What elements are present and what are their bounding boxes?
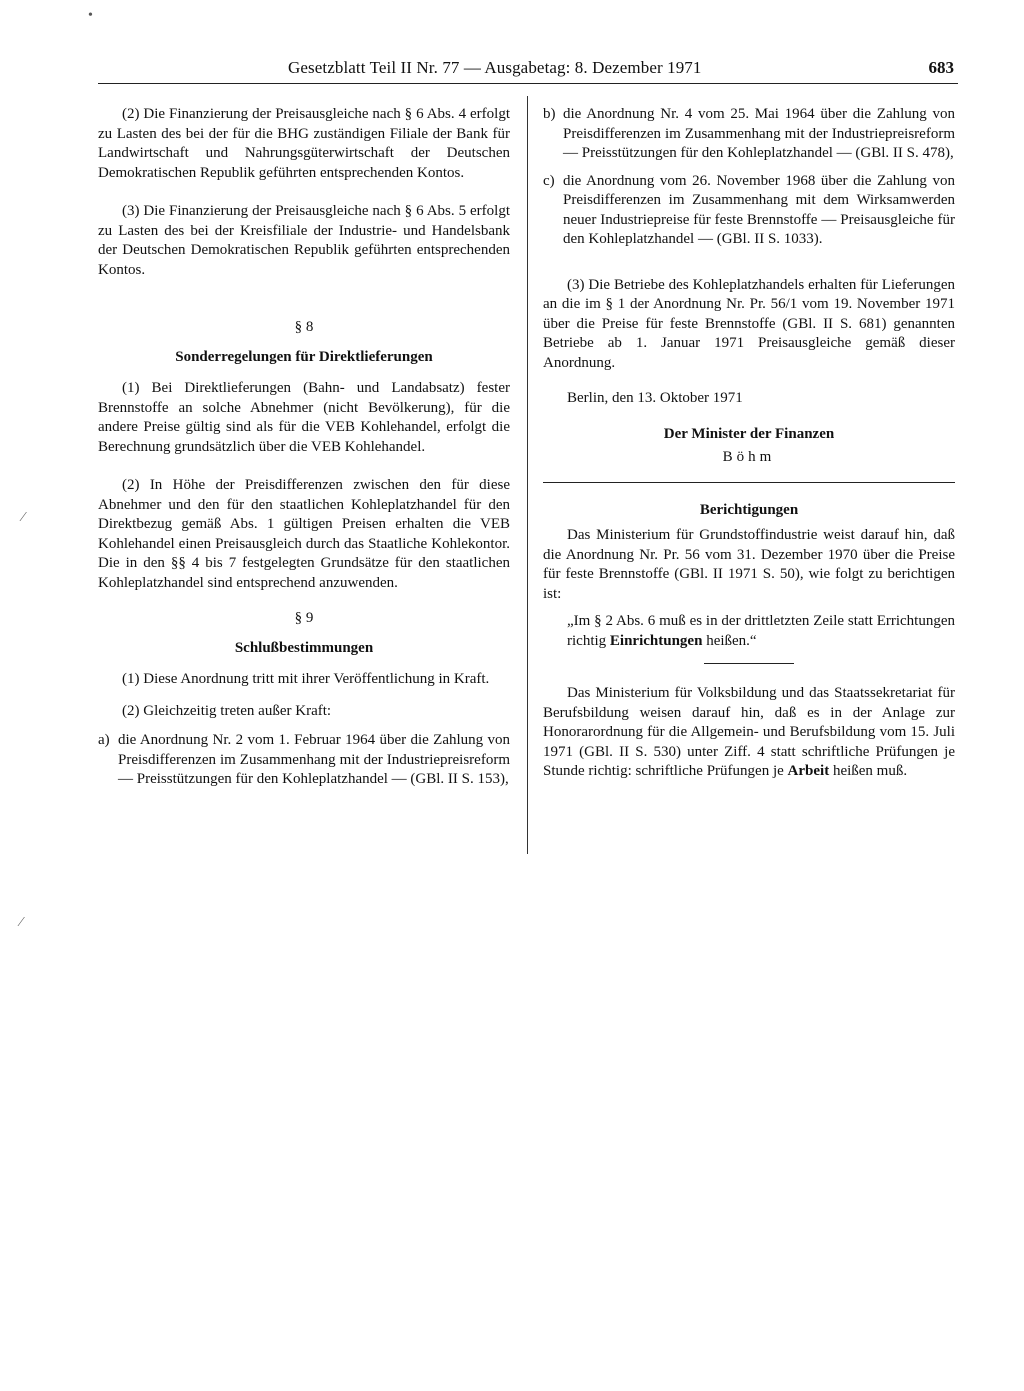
correction-2 — [543, 684, 955, 782]
header-title: Gesetzblatt Teil II Nr. 77 — Ausgabetag: 8. Dezember 1971 — [288, 58, 702, 77]
list-item-a — [98, 731, 510, 790]
list-item-a-label: a) — [98, 732, 110, 748]
left-column — [98, 105, 510, 790]
section-9-heading: Schlußbestimmungen — [234, 639, 374, 656]
correction-2-text: Das Ministerium für Volksbildung und das Staatssekretariat für Berufsbildung weisen darauf hin, daß es in der Anlage zur Honorarordnung für die Allgemein- und Berufsbildung vom 15. Juli 1971 (GBl. II S. 530) unter Ziff. 4 statt schriftliche Prüfungen je Stunde richtig: schriftliche Prüfungen je — [543, 685, 955, 779]
minister-name: Böhm — [722, 449, 776, 465]
paragraph-9-1: (1) Diese Anordnung tritt mit ihrer Veröffentlichung in Kraft. — [122, 671, 490, 687]
paragraph-8-1: (1) Bei Direktlieferungen (Bahn- und Landabsatz) fester Brennstoffe an solche Abnehmer (nicht Bevölkerung), für die andere Preise gültig sind als für die VEB Kohlehandel, erfolgt die Berechnung grundsätzlich über die VEB Kohlehandel. — [98, 380, 510, 455]
header-rule — [98, 83, 958, 84]
page-number: 683 — [928, 58, 954, 77]
list-item-b-label: b) — [543, 106, 556, 122]
correction-1: Das Ministerium für Grundstoffindustrie weist darauf hin, daß die Anordnung Nr. Pr. 56 vom 31. Dezember 1970 über die Preise für feste Brennstoffe (GBl. II 1971 S. 50), wie folgt zu berichtigen ist: — [543, 527, 955, 602]
paragraph-9-2: (2) Gleichzeitig treten außer Kraft: — [122, 702, 332, 719]
correction-2-end: heißen muß. — [829, 763, 908, 779]
paragraph-7-3: (3) Die Finanzierung der Preisausgleiche nach § 6 Abs. 5 erfolgt zu Lasten des bei der Kreisfiliale der Industrie- und Handelsbank der Deutschen Demokratischen Republik geführten entsprechenden Kontos. — [98, 203, 510, 278]
scan-mark: ⁄ — [20, 915, 23, 930]
correction-1-quote-bold: Einrichtungen — [609, 632, 703, 649]
right-column — [543, 105, 955, 782]
correction-1-quote — [543, 612, 955, 651]
list-item-b — [543, 105, 955, 164]
corrections-heading: Berichtigungen — [699, 501, 799, 518]
column-divider — [527, 96, 528, 854]
list-item-c-label: c) — [543, 172, 555, 189]
scan-mark: • — [88, 8, 93, 23]
list-item-a-text: die Anordnung Nr. 2 vom 1. Februar 1964 über die Zahlung von Preisdifferenzen im Zusammenhang mit der Industriepreisreform — Preisstützungen für den Kohleplatzhandel — (GBl. II S. 153), — [118, 732, 510, 787]
section-8-number: § 8 — [294, 319, 314, 335]
paragraph-9-3: (3) Die Betriebe des Kohleplatzhandels erhalten für Lieferungen an die im § 1 der Anordnung Nr. Pr. 56/1 vom 19. November 1971 über die Preise für feste Brennstoffe (GBl. II S. 681) genannten Betriebe ab 1. Januar 1971 Preisausgleiche gemäß dieser Anordnung. — [543, 276, 955, 371]
correction-1-quote-text: „Im § 2 Abs. 6 muß es in der drittletzten Zeile statt Errichtungen richtig — [567, 613, 955, 649]
minister-title: Der Minister der Finanzen — [663, 425, 835, 442]
list-item-b-text: die Anordnung Nr. 4 vom 25. Mai 1964 über die Zahlung von Preisdifferenzen im Zusammenhang mit der Industriepreisreform — Preisstützungen für den Kohleplatzhandel — (GBl. II S. 478), — [563, 106, 955, 161]
scan-mark: ⁄ — [22, 510, 25, 525]
paragraph-7-2: (2) Die Finanzierung der Preisausgleiche nach § 6 Abs. 4 erfolgt zu Lasten des bei der für die BHG zuständigen Filiale der Bank für Landwirtschaft und Nahrungsgüterwirtschaft der Deutschen Demokratischen Republik geführten entsprechenden Kontos. — [98, 106, 510, 181]
section-8-heading: Sonderregelungen für Direktlieferungen — [175, 348, 433, 365]
page-header — [98, 58, 958, 84]
place-date: Berlin, den 13. Oktober 1971 — [567, 390, 743, 406]
correction-1-quote-end: heißen.“ — [702, 632, 757, 649]
section-9-number: § 9 — [294, 610, 314, 626]
list-item-c-text: die Anordnung vom 26. November 1968 über die Zahlung von Preisdifferenzen im Zusammenhang mit dem Wirksamwerden neuer Industriepreise für feste Brennstoffe — Preisausgleiche für den Kohleplatzhandel — (GBl. II S. 1033). — [563, 172, 955, 247]
correction-2-bold: Arbeit — [787, 763, 830, 779]
list-item-c — [543, 172, 955, 250]
paragraph-8-2: (2) In Höhe der Preisdifferenzen zwischen den für diese Abnehmer und den für den staatlichen Kohleplatzhandel für den Direktbezug gemäß Abs. 1 gültigen Preisen erhalten die VEB Kohlehandel einen Preisausgleich durch das Staatliche Kohlekontor. Die in den §§ 4 bis 7 festgelegten Grundsätze für den staatlichen Kohleplatzhandel sind entsprechend anzuwenden. — [98, 477, 510, 591]
